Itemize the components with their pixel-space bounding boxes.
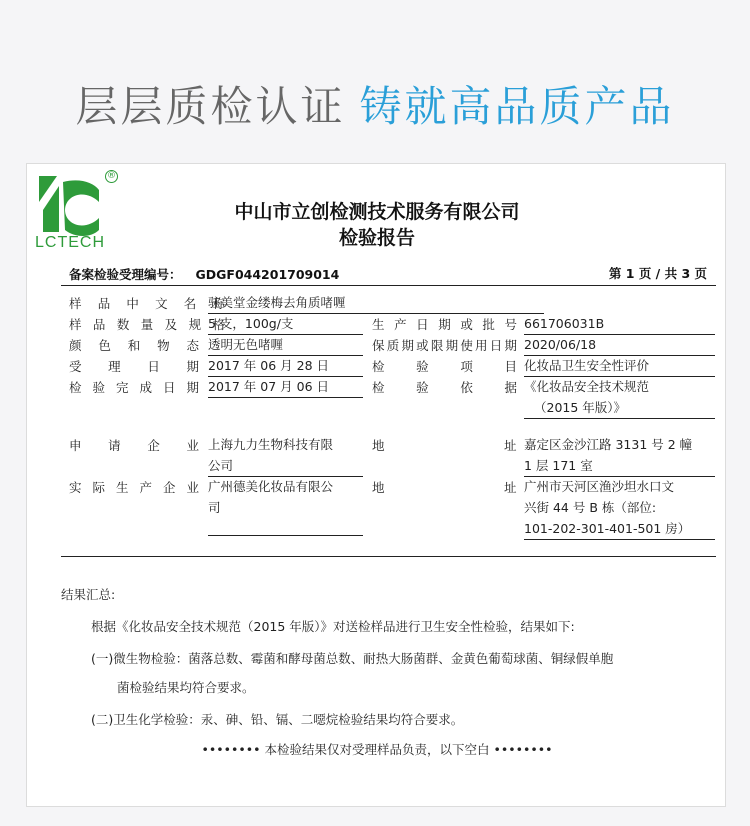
color-label: 颜色和物态: [69, 338, 199, 353]
production-date-label: 生产日期或批号: [372, 317, 517, 332]
received-date-label: 受理日期: [69, 359, 199, 374]
header-title-gray: 层层质检认证: [75, 82, 346, 131]
summary-item2: (二)卫生化学检验：汞、砷、铅、镉、二噁烷检验结果均符合要求。: [91, 712, 464, 727]
inspection-item-value: 化妆品卫生安全性评价: [524, 355, 715, 377]
logo-text: LCTECH: [35, 234, 106, 251]
inspection-basis-line2: （2015 年版）》: [524, 397, 715, 419]
sample-name-value: 驻美堂金缕梅去角质啫喱: [208, 292, 544, 314]
manufacturer-address-line3: 101-202-301-401-501 房）: [524, 518, 715, 540]
summary-intro: 根据《化妆品安全技术规范（2015 年版）》对送检样品进行卫生安全性检验，结果如下:: [91, 619, 575, 634]
inspection-report: [26, 163, 726, 807]
company-name: 中山市立创检测技术服务有限公司: [234, 201, 520, 223]
page-info: 第 1 页 / 共 3 页: [608, 266, 707, 281]
manufacturer-address-line2: 兴街 44 号 B 栋（部位:: [524, 500, 657, 515]
color-value: 透明无色啫喱: [208, 334, 363, 356]
applicant-label: 申请企业: [69, 438, 199, 453]
bottom-rule: [61, 556, 716, 557]
manufacturer-line1: 广州德美化妆品有限公: [208, 479, 334, 494]
report-title: 检验报告: [338, 227, 415, 249]
completed-date-value: 2017 年 07 月 06 日: [208, 376, 363, 398]
production-date-value: 661706031B: [524, 313, 715, 335]
manufacturer-address-label-1: 地: [372, 480, 385, 495]
summary-item1-line2: 菌检验结果均符合要求。: [117, 680, 255, 695]
applicant-line2: 公司: [208, 455, 363, 477]
summary-heading: 结果汇总:: [61, 587, 116, 602]
quantity-value: 5 支，100g/支: [208, 313, 363, 335]
applicant-address-label-1: 地: [372, 438, 385, 453]
shelf-life-value: 2020/06/18: [524, 334, 715, 356]
applicant-address-line2: 1 层 171 室: [524, 455, 715, 477]
filing-value: GDGF044201709014: [195, 267, 340, 282]
page-header: [0, 74, 750, 134]
manufacturer-line2: 司: [208, 497, 363, 536]
manufacturer-address-label-2: 址: [504, 480, 517, 495]
summary-item1-line1: (一)微生物检验：菌落总数、霉菌和酵母菌总数、耐热大肠菌群、金黄色葡萄球菌、铜绿假单胞: [91, 651, 614, 666]
shelf-life-label: 保质期或限期使用日期: [372, 338, 517, 353]
applicant-line1: 上海九力生物科技有限: [208, 437, 334, 452]
quantity-label: 样品数量及规格: [69, 317, 225, 332]
manufacturer-address-line1: 广州市天河区渔沙坦水口文: [524, 479, 675, 494]
sample-name-label: 样品中文名称: [69, 296, 225, 311]
applicant-address-line1: 嘉定区金沙江路 3131 号 2 幢: [524, 437, 693, 452]
manufacturer-label: 实际生产企业: [69, 480, 199, 495]
summary-closing: •••••••• 本检验结果仅对受理样品负责，以下空白 ••••••••: [201, 742, 553, 757]
inspection-basis-label: 检验依据: [372, 380, 517, 395]
inspection-basis-line1: 《化妆品安全技术规范: [524, 379, 650, 394]
inspection-item-label: 检验项目: [372, 359, 517, 374]
filing-label: 备案检验受理编号：: [69, 267, 182, 282]
completed-date-label: 检验完成日期: [69, 380, 199, 395]
received-date-value: 2017 年 06 月 28 日: [208, 355, 363, 377]
header-title-blue: 铸就高品质产品: [359, 82, 675, 131]
registered-mark: ®: [107, 171, 116, 181]
applicant-address-label-2: 址: [504, 438, 517, 453]
top-rule: [61, 285, 716, 286]
filing-number: [69, 264, 339, 285]
